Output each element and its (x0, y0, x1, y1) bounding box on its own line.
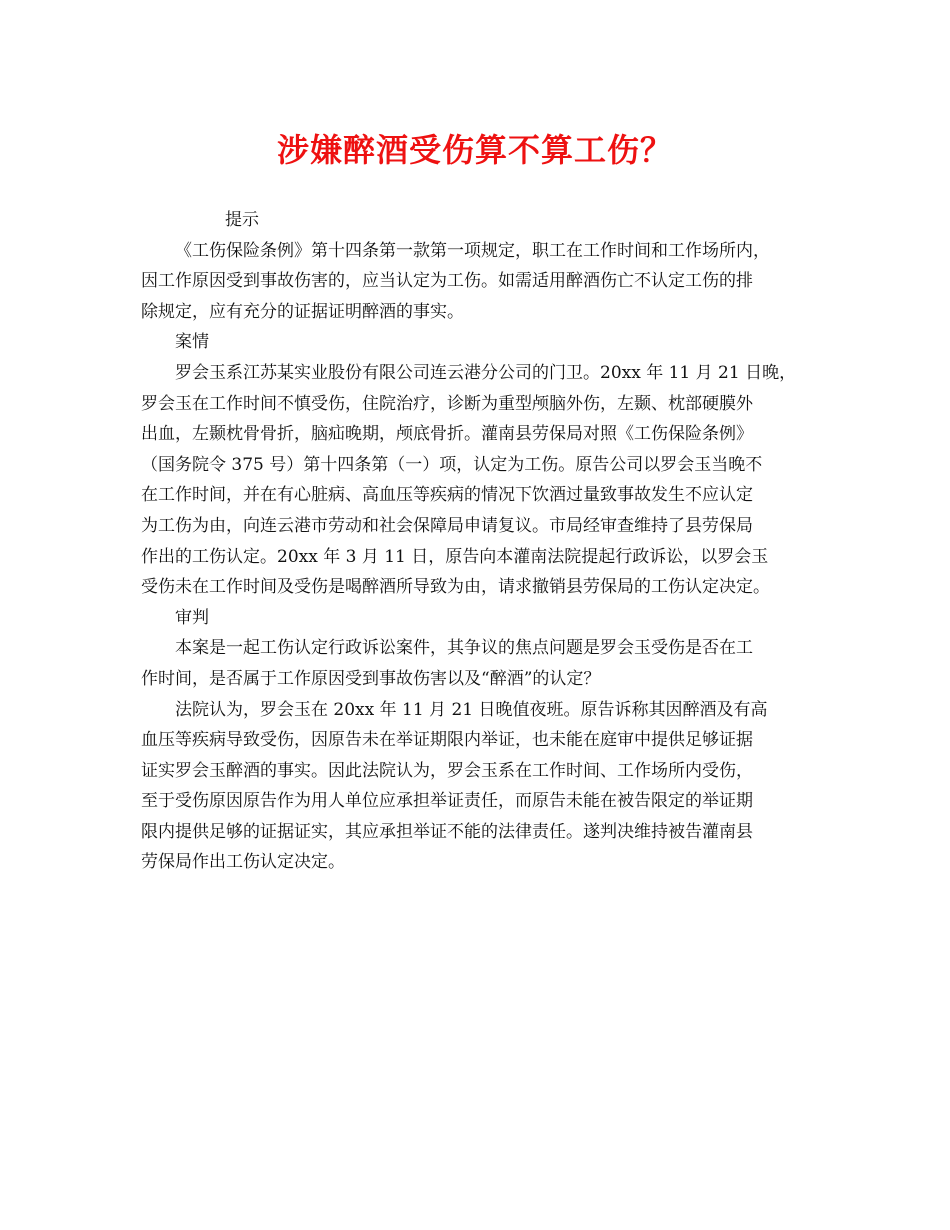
paragraph-line: 受伤未在工作时间及受伤是喝醉酒所导致为由，请求撤销县劳保局的工伤认定决定。 (141, 577, 770, 598)
document-body (141, 205, 821, 878)
paragraph-line: 罗会玉系江苏某实业股份有限公司连云港分公司的门卫。20xx 年 11 月 21 日晚， (175, 362, 797, 383)
section-heading-hint: 提示 (225, 210, 259, 230)
paragraph-line: 限内提供足够的证据证实，其应承担举证不能的法律责任。遂判决维持被告灌南县 (141, 821, 753, 842)
paragraph-line: 血压等疾病导致受伤，因原告未在举证期限内举证，也未能在庭审中提供足够证据 (141, 730, 753, 751)
paragraph-line: 罗会玉在工作时间不慎受伤，住院治疗，诊断为重型颅脑外伤，左颞、枕部硬膜外 (141, 393, 753, 414)
paragraph-line: 作时间，是否属于工作原因受到事故伤害以及“醉酒”的认定？ (141, 668, 601, 689)
paragraph-line: 作出的工伤认定。20xx 年 3 月 11 日，原告向本灌南法院提起行政诉讼，以罗会玉 (141, 546, 769, 567)
paragraph-line: 法院认为，罗会玉在 20xx 年 11 月 21 日晚值夜班。原告诉称其因醉酒及有高 (175, 699, 768, 720)
paragraph-line: 因工作原因受到事故伤害的，应当认定为工伤。如需适用醉酒伤亡不认定工伤的排 (141, 271, 753, 292)
paragraph-line: 本案是一起工伤认定行政诉讼案件，其争议的焦点问题是罗会玉受伤是否在工 (175, 638, 753, 659)
paragraph-line: 除规定，应有充分的证据证明醉酒的事实。 (141, 301, 464, 322)
paragraph-line: 《工伤保险条例》第十四条第一款第一项规定，职工在工作时间和工作场所内， (175, 240, 770, 261)
section-heading-trial: 审判 (175, 607, 209, 628)
paragraph-line: 出血，左颞枕骨骨折，脑疝晚期，颅底骨折。灌南县劳保局对照《工伤保险条例》 (141, 424, 753, 445)
paragraph-line: 劳保局作出工伤认定决定。 (141, 852, 345, 873)
paragraph-line: 为工伤为由，向连云港市劳动和社会保障局申请复议。市局经审查维持了县劳保局 (141, 515, 753, 536)
paragraph-line: 证实罗会玉醉酒的事实。因此法院认为，罗会玉系在工作时间、工作场所内受伤， (141, 760, 753, 781)
paragraph-line: 至于受伤原因原告作为用人单位应承担举证责任，而原告未能在被告限定的举证期 (141, 791, 753, 812)
section-heading-case: 案情 (175, 332, 209, 353)
paragraph-line: （国务院令 375 号）第十四条第（一）项，认定为工伤。原告公司以罗会玉当晚不 (141, 454, 763, 475)
document-title: 涉嫌醉酒受伤算不算工伤？ (276, 131, 673, 169)
paragraph-line: 在工作时间，并在有心脏病、高血压等疾病的情况下饮酒过量致事故发生不应认定 (141, 485, 753, 506)
